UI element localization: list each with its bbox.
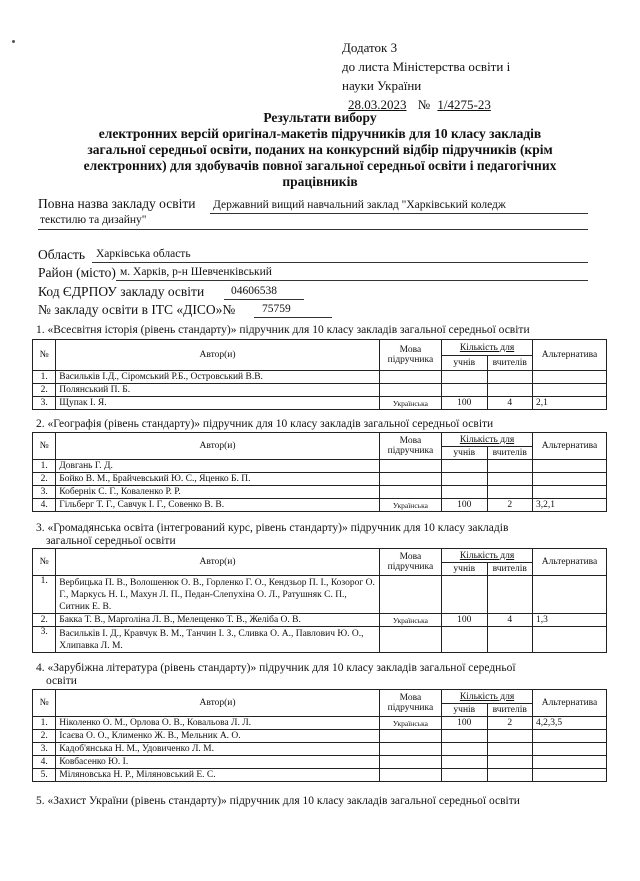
- row-language: Українська: [379, 397, 441, 410]
- appendix-letter-line: до листа Міністерства освіти і: [342, 59, 511, 74]
- row-author: Міляновська Н. Р., Міляновський Е. С.: [56, 769, 379, 782]
- table-row: [33, 614, 607, 627]
- col-language: [379, 549, 441, 576]
- row-num: 2.: [33, 384, 56, 397]
- row-alternative: [532, 486, 606, 499]
- section-title: 1. «Всесвітня історія (рівень стандарту)» підручник для 10 класу закладів загальної середньої освіти: [36, 324, 530, 336]
- institution-name-value-cont: текстилю та дизайну": [40, 214, 147, 226]
- row-students: [442, 371, 487, 384]
- col-language-l2: підручника: [387, 703, 434, 713]
- table-row: [33, 769, 607, 782]
- row-teachers: [487, 627, 532, 653]
- row-num: 2.: [33, 730, 56, 743]
- col-num: №: [33, 433, 56, 460]
- col-alternative: Альтернатива: [532, 549, 606, 576]
- col-language-l2: підручника: [387, 355, 434, 365]
- table-row: [33, 371, 607, 384]
- row-students: [442, 486, 487, 499]
- col-teachers: вчителів: [487, 447, 532, 460]
- row-author: Бойко В. М., Брайчевський Ю. С., Яценко Б. П.: [56, 473, 379, 486]
- region-value: Харківська область: [96, 248, 191, 260]
- row-students: [442, 384, 487, 397]
- col-teachers: вчителів: [487, 356, 532, 371]
- table-row: [33, 627, 607, 653]
- row-language: [379, 384, 441, 397]
- row-students: [442, 743, 487, 756]
- row-author: Васильків І. Д., Кравчук В. М., Танчин І. З., Сливка О. А., Павлович Ю. О., Хлипавка Л. М.: [56, 627, 379, 653]
- appendix-title: Додаток 3: [342, 40, 398, 55]
- row-teachers: [487, 743, 532, 756]
- row-teachers: [487, 576, 532, 614]
- row-students: 100: [442, 499, 487, 512]
- col-author: Автор(и): [56, 340, 379, 371]
- row-num: 1.: [33, 460, 56, 473]
- row-language: [379, 769, 441, 782]
- col-quantity: Кількість для: [442, 690, 533, 704]
- col-alternative: Альтернатива: [532, 433, 606, 460]
- district-label: Район (місто): [38, 265, 116, 280]
- row-author: Васильків І.Д., Сіромський Р.Б., Островський В.В.: [56, 371, 379, 384]
- table-row: [33, 473, 607, 486]
- title-line: електронних версій оригінал-макетів підручників для 10 класу закладів: [98, 126, 542, 141]
- col-students: учнів: [442, 704, 487, 717]
- col-language: [379, 690, 441, 717]
- row-teachers: [487, 486, 532, 499]
- row-language: [379, 730, 441, 743]
- row-alternative: [532, 730, 606, 743]
- table-row: [33, 499, 607, 512]
- row-num: 3.: [33, 743, 56, 756]
- row-num: 2.: [33, 473, 56, 486]
- row-num: 4.: [33, 756, 56, 769]
- letter-date: 28.03.2023: [348, 97, 407, 112]
- row-students: [442, 460, 487, 473]
- row-teachers: [487, 769, 532, 782]
- col-alternative: Альтернатива: [532, 690, 606, 717]
- row-language: [379, 627, 441, 653]
- region-label: Область: [38, 247, 86, 262]
- row-num: 3.: [33, 397, 56, 410]
- textbook-table: [32, 432, 607, 512]
- appendix-header: [342, 38, 510, 114]
- section-title: [36, 522, 508, 548]
- row-alternative: 4,2,3,5: [532, 717, 606, 730]
- textbook-table: [32, 689, 607, 782]
- col-author: Автор(и): [56, 433, 379, 460]
- row-alternative: [532, 384, 606, 397]
- row-language: Українська: [379, 499, 441, 512]
- row-students: [442, 473, 487, 486]
- row-alternative: [532, 769, 606, 782]
- col-students: учнів: [442, 563, 487, 576]
- itc-value: 75759: [262, 303, 291, 315]
- table-row: [33, 397, 607, 410]
- row-language: [379, 486, 441, 499]
- row-author: Полянський П. Б.: [56, 384, 379, 397]
- letter-number: 1/4275-23: [437, 97, 491, 112]
- row-author: Кобернік С. Г., Коваленко Р. Р.: [56, 486, 379, 499]
- row-author: Кадоб'янська Н. М., Удовиченко Л. М.: [56, 743, 379, 756]
- table-row: [33, 756, 607, 769]
- col-alternative: Альтернатива: [532, 340, 606, 371]
- col-language-l1: Мова: [399, 552, 422, 562]
- scan-speck: [12, 40, 15, 43]
- row-teachers: [487, 730, 532, 743]
- row-alternative: [532, 627, 606, 653]
- row-teachers: [487, 384, 532, 397]
- row-language: Українська: [379, 614, 441, 627]
- row-num: 3.: [33, 486, 56, 499]
- col-language: [379, 340, 441, 371]
- row-teachers: [487, 371, 532, 384]
- row-author: Ісаєва О. О., Клименко Ж. В., Мельник А. О.: [56, 730, 379, 743]
- section-title: 2. «Географія (рівень стандарту)» підручник для 10 класу закладів загальної середньої освіти: [36, 418, 494, 430]
- row-alternative: 2,1: [532, 397, 606, 410]
- col-teachers: вчителів: [487, 704, 532, 717]
- col-num: №: [33, 340, 56, 371]
- document-title: [30, 110, 610, 190]
- row-author: Ковбасенко Ю. І.: [56, 756, 379, 769]
- row-author: Довгань Г. Д.: [56, 460, 379, 473]
- col-students: учнів: [442, 447, 487, 460]
- table-row: [33, 743, 607, 756]
- row-students: [442, 769, 487, 782]
- col-language-l2: підручника: [387, 562, 434, 572]
- row-author: Гільберг Т. Г., Савчук І. Г., Совенко В. В.: [56, 499, 379, 512]
- row-teachers: [487, 756, 532, 769]
- title-line: працівників: [282, 174, 358, 189]
- edrpou-value: 04606538: [231, 285, 277, 297]
- row-author: Ніколенко О. М., Орлова О. В., Ковальова Л. Л.: [56, 717, 379, 730]
- section-title: 5. «Захист України (рівень стандарту)» підручник для 10 класу закладів загальної середньої освіти: [36, 795, 520, 807]
- col-num: №: [33, 690, 56, 717]
- row-alternative: [532, 743, 606, 756]
- row-teachers: [487, 460, 532, 473]
- institution-name-value: Державний вищий навчальний заклад "Харківський коледж: [213, 199, 506, 211]
- row-num: 1.: [33, 371, 56, 384]
- itc-label: № закладу освіти в ІТС «ДІСО»№: [38, 302, 236, 317]
- row-num: 1.: [33, 576, 56, 614]
- row-language: [379, 756, 441, 769]
- col-quantity: Кількість для: [442, 433, 533, 447]
- textbook-table: [32, 548, 607, 653]
- row-students: [442, 730, 487, 743]
- row-language: [379, 371, 441, 384]
- col-language-l1: Мова: [399, 436, 422, 446]
- row-num: 1.: [33, 717, 56, 730]
- section-title-line: загальної середньої освіти: [46, 535, 176, 547]
- row-alternative: [532, 756, 606, 769]
- row-num: 3.: [33, 627, 56, 653]
- row-alternative: [532, 576, 606, 614]
- row-teachers: 4: [487, 614, 532, 627]
- table-row: [33, 384, 607, 397]
- row-teachers: 4: [487, 397, 532, 410]
- row-students: [442, 576, 487, 614]
- table-row: [33, 576, 607, 614]
- col-quantity: Кількість для: [442, 549, 533, 563]
- row-alternative: 3,2,1: [532, 499, 606, 512]
- table-row: [33, 717, 607, 730]
- row-author: Вербицька П. В., Волошенюк О. В., Горленко Г. О., Кендзьор П. І., Козорог О. Г., Маркусь Н. І., Махун Л. П., Педан-Слепухіна О. Л., Ратушняк С. П., Ситник Е. В.: [56, 576, 379, 614]
- row-alternative: 1,3: [532, 614, 606, 627]
- table-row: [33, 486, 607, 499]
- institution-name-label: Повна назва закладу освіти: [38, 196, 196, 211]
- section-title-line: 4. «Зарубіжна література (рівень стандарту)» підручник для 10 класу закладів загальної середньої: [36, 662, 516, 674]
- row-language: [379, 576, 441, 614]
- title-line: загальної середньої освіти, поданих на конкурсний відбір підручників (крім: [87, 142, 553, 157]
- letter-number-label: №: [417, 97, 431, 112]
- table-row: [33, 730, 607, 743]
- appendix-ministry-line: науки України: [342, 78, 422, 93]
- section-title: [36, 662, 516, 688]
- textbook-table: [32, 339, 607, 410]
- row-language: [379, 473, 441, 486]
- row-num: 4.: [33, 499, 56, 512]
- col-language-l2: підручника: [387, 446, 434, 456]
- row-author: Бакка Т. В., Марголіна Л. В., Мелещенко Т. В., Желіба О. В.: [56, 614, 379, 627]
- table-row: [33, 460, 607, 473]
- row-alternative: [532, 460, 606, 473]
- col-language: [379, 433, 441, 460]
- col-num: №: [33, 549, 56, 576]
- col-quantity: Кількість для: [442, 340, 533, 356]
- row-students: 100: [442, 397, 487, 410]
- row-teachers: 2: [487, 499, 532, 512]
- row-author: Щупак І. Я.: [56, 397, 379, 410]
- col-language-l1: Мова: [399, 693, 422, 703]
- row-language: [379, 460, 441, 473]
- col-language-l1: Мова: [399, 345, 422, 355]
- col-author: Автор(и): [56, 690, 379, 717]
- row-teachers: [487, 473, 532, 486]
- row-num: 5.: [33, 769, 56, 782]
- row-alternative: [532, 473, 606, 486]
- col-teachers: вчителів: [487, 563, 532, 576]
- row-language: Українська: [379, 717, 441, 730]
- row-alternative: [532, 371, 606, 384]
- row-students: 100: [442, 717, 487, 730]
- row-language: [379, 743, 441, 756]
- col-students: учнів: [442, 356, 487, 371]
- row-students: 100: [442, 614, 487, 627]
- row-students: [442, 756, 487, 769]
- col-author: Автор(и): [56, 549, 379, 576]
- title-line: електронних) для здобувачів повної загальної середньої освіти і педагогічних: [83, 158, 557, 173]
- section-title-line: освіти: [46, 675, 77, 687]
- title-line: Результати вибору: [263, 110, 377, 125]
- row-teachers: 2: [487, 717, 532, 730]
- edrpou-label: Код ЄДРПОУ закладу освіти: [38, 284, 205, 299]
- row-num: 2.: [33, 614, 56, 627]
- district-value: м. Харків, р-н Шевченківський: [120, 266, 272, 278]
- row-students: [442, 627, 487, 653]
- section-title-line: 3. «Громадянська освіта (інтегрований курс, рівень стандарту)» підручник для 10 класу закладів: [36, 522, 509, 534]
